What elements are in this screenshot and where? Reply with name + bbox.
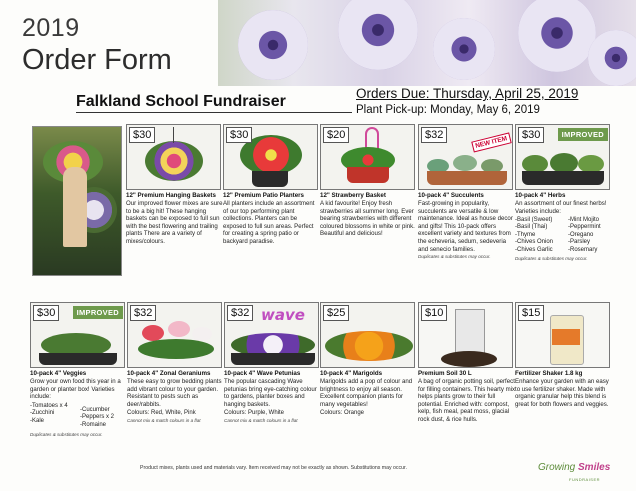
pickup-date: Plant Pick-up: Monday, May 6, 2019 bbox=[356, 104, 540, 116]
product-name: 10-pack 4" Herbs bbox=[515, 192, 566, 199]
product-description: Marigolds add a pop of colour and brightness to enjoy all season. Excellent companion plants for many vegetables! bbox=[320, 378, 413, 408]
orders-due-date: Orders Due: Thursday, April 25, 2019 bbox=[356, 86, 579, 101]
product-description: These easy to grow bedding plants add vibrant colour to your garden. Resistant to pests such as deer/rabbits. bbox=[127, 378, 222, 408]
flower-banner-image bbox=[218, 0, 636, 86]
colour-options: Colours: Purple, White bbox=[224, 410, 285, 416]
product-description: Our improved flower mixes are sure to be a big hit! These hanging baskets can be exposed to full sun with the best flowering and trailing plants There are a variety of mixes/colours. bbox=[126, 200, 223, 245]
product-description: Grow your own food this year in a garden or planter box! Varieties include: bbox=[30, 378, 121, 401]
price-tag: $25 bbox=[323, 305, 349, 321]
product-image-strawberry-basket bbox=[320, 124, 415, 190]
substitution-note: Duplicates & substitutes may occur. bbox=[418, 254, 491, 259]
product-description: A bag of organic potting soil, perfect for filling containers. This hearty mix helps plants grow to their full potential. Enriched with: compost, kelp, fish meal, peat moss, glacial rock dust, & rice hulls. bbox=[418, 378, 516, 423]
product-name: 12" Premium Hanging Baskets bbox=[126, 192, 216, 199]
variety-list-left: -Basil (Sweet) -Basil (Thai) -Thyme -Chives Onion -Chives Garlic bbox=[515, 217, 554, 253]
mix-match-note: Cannot mix & match colours in a flat bbox=[224, 418, 298, 423]
product-image-patio-planters bbox=[223, 124, 318, 190]
product-image-veggies bbox=[30, 302, 125, 368]
price-tag: $30 bbox=[129, 127, 155, 143]
product-name: 10-pack 4" Succulents bbox=[418, 192, 484, 199]
product-name: 10-pack 4" Zonal Geraniums bbox=[127, 370, 211, 377]
mix-match-note: Cannot mix & match colours in a flat bbox=[127, 418, 201, 423]
product-name: 10-pack 4" Marigolds bbox=[320, 370, 383, 377]
product-image-hanging-baskets bbox=[126, 124, 221, 190]
improved-badge: IMPROVED bbox=[73, 306, 123, 319]
year-label: 2019 bbox=[22, 14, 80, 42]
colour-options: Colours: Red, White, Pink bbox=[127, 410, 196, 416]
variety-list-left: -Tomatoes x 4 -Zucchini -Kale bbox=[30, 403, 68, 424]
growing-smiles-logo: Growing Smiles bbox=[538, 462, 611, 473]
product-image-wave-petunias bbox=[224, 302, 319, 368]
price-tag: $32 bbox=[227, 305, 253, 321]
price-tag: $30 bbox=[33, 305, 59, 321]
variety-list-right: -Mint Mojito -Peppermint -Oregano -Parsley -Rosemary bbox=[568, 217, 601, 253]
product-description: The popular cascading Wave petunias bring eye-catching colour to gardens, planter boxes and hanging baskets. bbox=[224, 378, 317, 408]
product-name: 12" Strawberry Basket bbox=[320, 192, 386, 199]
product-name: Fertilizer Shaker 1.8 kg bbox=[515, 370, 583, 377]
product-image-herbs bbox=[515, 124, 610, 190]
product-name: 10-pack 4" Veggies bbox=[30, 370, 87, 377]
substitution-note: Duplicates & substitutes may occur. bbox=[515, 256, 588, 261]
product-name: Premium Soil 30 L bbox=[418, 370, 472, 377]
price-tag: $32 bbox=[130, 305, 156, 321]
product-photo-collage bbox=[32, 126, 122, 276]
price-tag: $30 bbox=[518, 127, 544, 143]
title-underline bbox=[76, 112, 352, 113]
new-item-badge: NEW ITEM bbox=[471, 133, 511, 153]
improved-badge: IMPROVED bbox=[558, 128, 608, 141]
product-description: Fast-growing in popularity, succulents are versatile & low maintenance. Ideal as house decor and gifts! This 10-pack offers excellent variety and textures from the echeveria, sedum, sedeveria and senecio families. bbox=[418, 200, 513, 253]
product-name: 12" Premium Patio Planters bbox=[223, 192, 304, 199]
product-description: All planters include an assortment of our top performing plant collections. Planters can be exposed to full sun areas. Perfect for creating a spring patio or backyard paradise. bbox=[223, 200, 315, 245]
colour-options: Colours: Orange bbox=[320, 410, 365, 416]
product-image-marigolds bbox=[320, 302, 415, 368]
product-image-succulents bbox=[418, 124, 513, 190]
substitution-note: Duplicates & substitutes may occur. bbox=[30, 432, 103, 437]
variety-list-right: -Cucumber -Peppers x 2 -Romaine bbox=[80, 407, 115, 428]
product-image-geraniums bbox=[127, 302, 222, 368]
product-image-soil bbox=[418, 302, 513, 368]
page-title: Order Form bbox=[22, 44, 172, 76]
price-tag: $20 bbox=[323, 127, 349, 143]
product-name: 10-pack 4" Wave Petunias bbox=[224, 370, 301, 377]
wave-brand-logo: wave bbox=[261, 306, 305, 324]
price-tag: $32 bbox=[421, 127, 447, 143]
school-title: Falkland School Fundraiser bbox=[76, 93, 286, 110]
logo-subtitle: FUNDRAISER bbox=[569, 477, 601, 482]
product-image-fertilizer bbox=[515, 302, 610, 368]
product-description: A kid favourite! Enjoy fresh strawberries all summer long. Ever bearing strawberries with different coloured blossoms in white or pink. Beautiful and delicious! bbox=[320, 200, 415, 238]
price-tag: $15 bbox=[518, 305, 544, 321]
price-tag: $10 bbox=[421, 305, 447, 321]
product-description: An assortment of our finest herbs! Varieties include: bbox=[515, 200, 607, 215]
disclaimer-footer: Product mixes, plants used and materials vary. Item received may not be exactly as shown. Substitutions may occur. bbox=[140, 465, 407, 471]
product-description: Enhance your garden with an easy to use fertilizer shaker. Made with organic granular help this blend is great for both flowers and veggies. bbox=[515, 378, 609, 408]
price-tag: $30 bbox=[226, 127, 252, 143]
